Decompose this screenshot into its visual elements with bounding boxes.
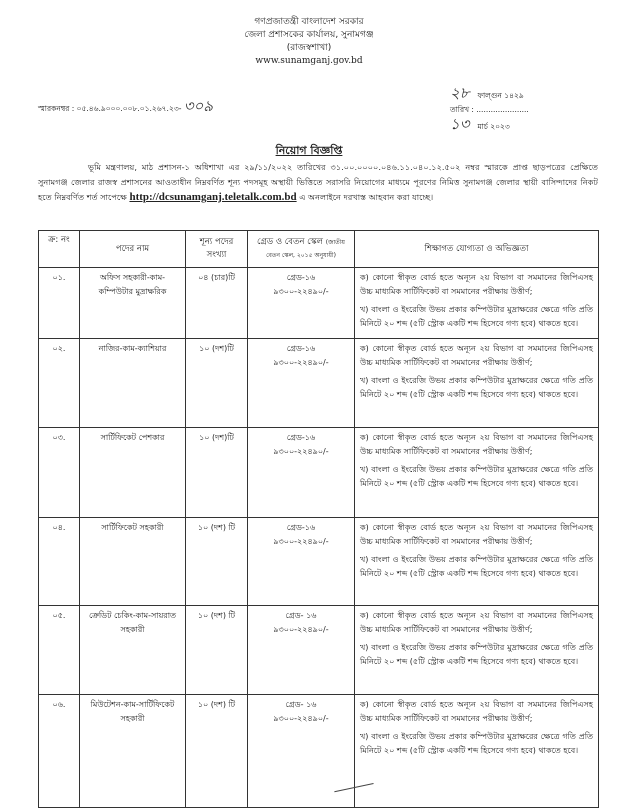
post-name-cell: সার্টিফিকেট সহকারী (80, 518, 186, 606)
header-vacancy: শূন্য পদের সংখ্যা (186, 231, 248, 268)
page-title: নিয়োগ বিজ্ঞপ্তি (275, 144, 343, 157)
header-grade (248, 231, 355, 268)
qualification-b: খ) বাংলা ও ইংরেজি উভয় প্রকার কম্পিউটার মুদ্রাক্ষরের ক্ষেত্রে গতি প্রতি মিনিটে ২০ শব্দ (৫টি স্ট্রোক একটি শব্দ হিসেবে গণ্য হবে) থাকতে হবে। (360, 305, 593, 328)
qualification-cell (355, 268, 599, 339)
memo-handwritten-number: ৩০৯ (183, 97, 214, 115)
serial-cell: ০৬. (39, 695, 80, 808)
grade-label: গ্রেড-১৬ (286, 433, 316, 442)
grade-label: গ্রেড- ১৬ (285, 611, 317, 620)
pay-scale: ৯৩০০-২২৪৯০/- (273, 714, 329, 723)
post-name-cell: মিউটেশন-কাম-সার্টিফিকেট সহকারী (80, 695, 186, 808)
serial-cell: ০৫. (39, 606, 80, 695)
vacancy-cell: ১০ (দশ) টি (186, 606, 248, 695)
grade-cell (248, 339, 355, 428)
qualification-cell (355, 606, 599, 695)
grade-label: গ্রেড- ১৬ (285, 700, 317, 709)
serial-cell: ০২. (39, 339, 80, 428)
post-name-cell: অফিস সহকারী-কাম-কম্পিউটার মুদ্রাক্ষরিক (80, 268, 186, 339)
grade-cell (248, 606, 355, 695)
government-name: গণপ্রজাতন্ত্রী বাংলাদেশ সরকার (254, 17, 364, 27)
office-name: জেলা প্রশাসকের কার্যালয়, সুনামগঞ্জ (244, 30, 374, 40)
memo-label: স্মারকনম্বর : ০৫.৪৬.৯০০০.০০৮.০১.২৬৭.২৩- (38, 104, 182, 113)
bangla-day: ২৮ (450, 84, 470, 102)
memo-number (38, 95, 213, 120)
pay-scale: ৯৩০০-২২৪৯০/- (273, 447, 329, 456)
grade-cell (248, 518, 355, 606)
qualification-b: খ) বাংলা ও ইংরেজি উভয় প্রকার কম্পিউটার মুদ্রাক্ষরের ক্ষেত্রে গতি প্রতি মিনিটে ২০ শব্দ (৫টি স্ট্রোক একটি শব্দ হিসেবে গণ্য হবে) থাকতে হবে। (360, 465, 593, 488)
application-url-link[interactable]: http://dcsunamganj.teletalk.com.bd (129, 191, 297, 203)
intro-paragraph (38, 160, 598, 205)
qualification-b: খ) বাংলা ও ইংরেজি উভয় প্রকার কম্পিউটার মুদ্রাক্ষরের ক্ষেত্রে গতি প্রতি মিনিটে ২০ শব্দ (৫টি স্ট্রোক একটি শব্দ হিসেবে গণ্য হবে) থাকতে হবে। (360, 555, 593, 578)
branch-name: (রাজস্বশাখা) (286, 43, 332, 53)
header-qualification: শিক্ষাগত যোগ্যতা ও অভিজ্ঞতা (355, 231, 599, 268)
intro-text-end: এ অনলাইনে দরখাস্ত আহবান করা যাচ্ছে। (299, 192, 434, 202)
grade-label: গ্রেড-১৬ (286, 344, 316, 353)
post-name-cell: ক্রেডিট চেকিং-কাম-সায়রাত সহকারী (80, 606, 186, 695)
header-serial: ক্র: নং (39, 231, 80, 268)
vacancy-cell: ০৪ (চার)টি (186, 268, 248, 339)
qualification-a: ক) কোনো স্বীকৃত বোর্ড হতে অন্যূন ২য় বিভাগ বা সমমানের জিপিএসহ উচ্চ মাধ্যমিক সার্টিফিকেট বা সমমানের পরীক্ষায় উত্তীর্ণ; (360, 433, 593, 456)
serial-cell: ০৪. (39, 518, 80, 606)
serial-cell: ০৩. (39, 428, 80, 518)
table-row (39, 518, 599, 606)
website-link[interactable]: www.sunamganj.gov.bd (255, 56, 363, 66)
qualification-cell (355, 518, 599, 606)
qualification-a: ক) কোনো স্বীকৃত বোর্ড হতে অন্যূন ২য় বিভাগ বা সমমানের জিপিএসহ উচ্চ মাধ্যমিক সার্টিফিকেট বা সমমানের পরীক্ষায় উত্তীর্ণ; (360, 523, 593, 546)
english-day: ১৩ (450, 115, 470, 133)
pay-scale: ৯৩০০-২২৪৯০/- (273, 358, 329, 367)
pay-scale: ৯৩০০-২২৪৯০/- (273, 537, 329, 546)
table-row (39, 606, 599, 695)
vacancy-table (38, 230, 599, 808)
qualification-cell (355, 428, 599, 518)
serial-cell: ০১. (39, 268, 80, 339)
qualification-b: খ) বাংলা ও ইংরেজি উভয় প্রকার কম্পিউটার মুদ্রাক্ষরের ক্ষেত্রে গতি প্রতি মিনিটে ২০ শব্দ (৫টি স্ট্রোক একটি শব্দ হিসেবে গণ্য হবে) থাকতে হবে। (360, 732, 593, 755)
bangla-month: ফাল্গুন ১৪২৯ (477, 91, 524, 100)
grade-cell (248, 428, 355, 518)
date-label: তারিখ : ...................... (450, 105, 529, 114)
intro-text: ভূমি মন্ত্রণালয়, মাঠ প্রশাসন-১ অধিশাখা এর ২৯/১১/২০২২ তারিখের ৩১.০০.০০০০.০৪৬.১১.০৪০.১২.৫০২ নম্বর স্মারকে প্রাপ্ত ছাড়পত্রের প্রেক্ষিতে সুনামগঞ্জ জেলার রাজস্ব প্রশাসনের আওতাধীন নিম্নবর্ণিত শূন্য পদসমূহ অস্থায়ী ভিত্তিতে সরাসরি নিয়োগের মাধ্যমে পূরণের নিমিত্ত সুনামগঞ্জ জেলার স্থায়ী বাসিন্দাদের নিকট হতে নিম্নবর্ণিত শর্ত সাপেক্ষে (38, 162, 598, 202)
qualification-a: ক) কোনো স্বীকৃত বোর্ড হতে অন্যূন ২য় বিভাগ বা সমমানের জিপিএসহ উচ্চ মাধ্যমিক সার্টিফিকেট বা সমমানের পরীক্ষায় উত্তীর্ণ; (360, 344, 593, 367)
table-row (39, 339, 599, 428)
header-post: পদের নাম (80, 231, 186, 268)
table-row (39, 268, 599, 339)
vacancy-cell: ১০ (দশ)টি (186, 428, 248, 518)
header-grade-note: (জাতীয় বেতন স্কেল, ২০১৫ অনুযায়ী) (266, 239, 345, 259)
qualification-b: খ) বাংলা ও ইংরেজি উভয় প্রকার কম্পিউটার মুদ্রাক্ষরের ক্ষেত্রে গতি প্রতি মিনিটে ২০ শব্দ (৫টি স্ট্রোক একটি শব্দ হিসেবে গণ্য হবে) থাকতে হবে। (360, 643, 593, 666)
qualification-cell (355, 339, 599, 428)
pay-scale: ৯৩০০-২২৪৯০/- (273, 625, 329, 634)
grade-cell (248, 268, 355, 339)
table-header-row (39, 231, 599, 268)
post-name-cell: নাজির-কাম-ক্যাশিয়ার (80, 339, 186, 428)
letterhead (0, 16, 618, 68)
post-name-cell: সার্টিফিকেট পেশকার (80, 428, 186, 518)
qualification-cell (355, 695, 599, 808)
vacancy-cell: ১০ (দশ) টি (186, 695, 248, 808)
vacancy-cell: ১০ (দশ) টি (186, 518, 248, 606)
qualification-a: ক) কোনো স্বীকৃত বোর্ড হতে অন্যূন ২য় বিভাগ বা সমমানের জিপিএসহ উচ্চ মাধ্যমিক সার্টিফিকেট বা সমমানের পরীক্ষায় উত্তীর্ণ; (360, 273, 593, 296)
qualification-a: ক) কোনো স্বীকৃত বোর্ড হতে অন্যূন ২য় বিভাগ বা সমমানের জিপিএসহ উচ্চ মাধ্যমিক সার্টিফিকেট বা সমমানের পরীক্ষায় উত্তীর্ণ; (360, 611, 593, 634)
pay-scale: ৯৩০০-২২৪৯০/- (273, 287, 329, 296)
date-block (450, 86, 529, 134)
english-month: মার্চ ২০২৩ (477, 122, 510, 131)
grade-label: গ্রেড-১৬ (286, 273, 316, 282)
header-grade-label: গ্রেড ও বেতন স্কেল (257, 237, 324, 247)
qualification-b: খ) বাংলা ও ইংরেজি উভয় প্রকার কম্পিউটার মুদ্রাক্ষরের ক্ষেত্রে গতি প্রতি মিনিটে ২০ শব্দ (৫টি স্ট্রোক একটি শব্দ হিসেবে গণ্য হবে) থাকতে হবে। (360, 376, 593, 399)
qualification-a: ক) কোনো স্বীকৃত বোর্ড হতে অন্যূন ২য় বিভাগ বা সমমানের জিপিএসহ উচ্চ মাধ্যমিক সার্টিফিকেট বা সমমানের পরীক্ষায় উত্তীর্ণ; (360, 700, 593, 723)
grade-label: গ্রেড-১৬ (286, 523, 316, 532)
vacancy-cell: ১০ (দশ)টি (186, 339, 248, 428)
table-row (39, 428, 599, 518)
table-row (39, 695, 599, 808)
